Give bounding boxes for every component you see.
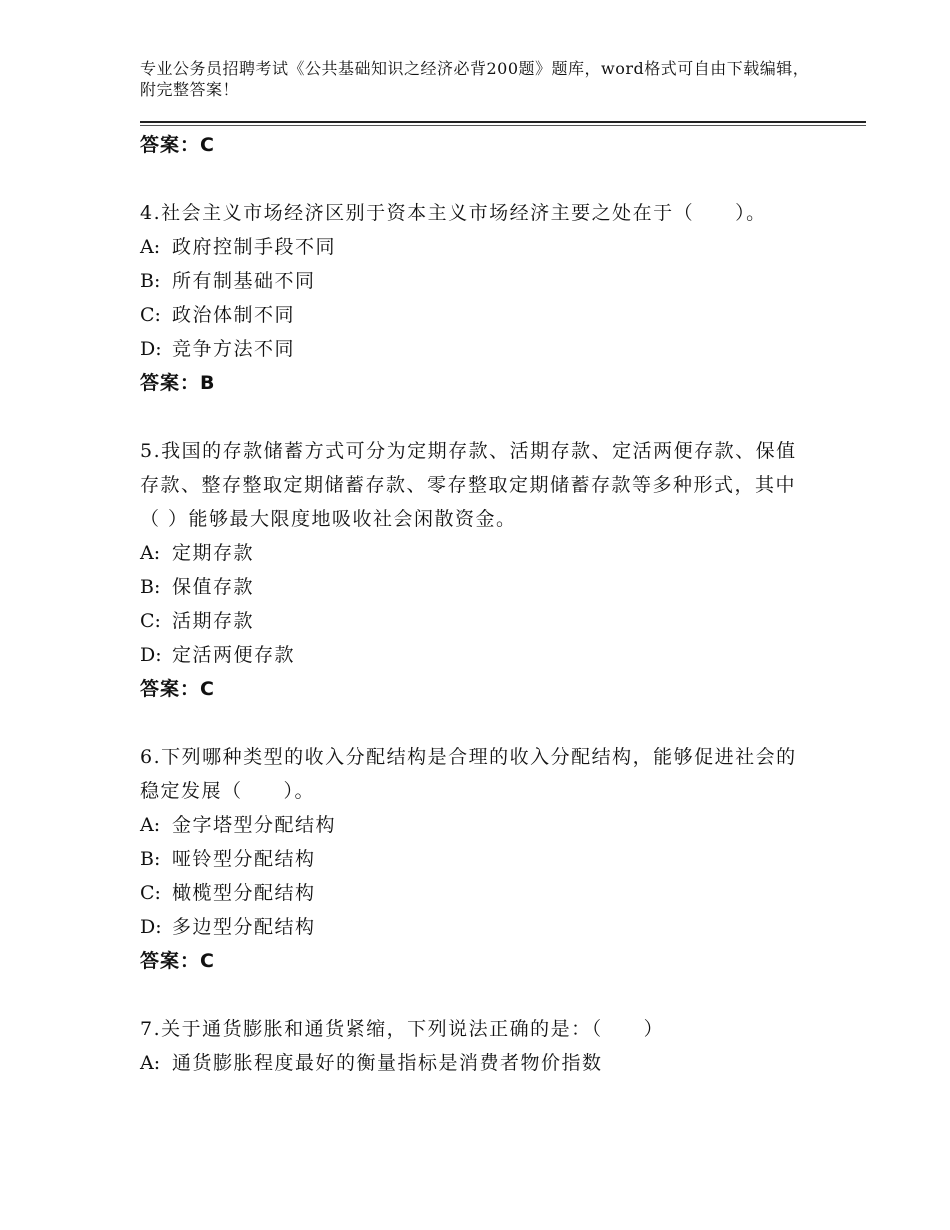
option-a bbox=[140, 808, 810, 842]
option-text: 竞争方法不同 bbox=[172, 338, 296, 360]
option-letter: C: bbox=[140, 610, 161, 632]
option-letter: D: bbox=[140, 644, 162, 666]
question-5 bbox=[140, 434, 810, 706]
question-text: 4.社会主义市场经济区别于资本主义市场经济主要之处在于（ ）。 bbox=[140, 202, 767, 224]
question-text: 7.关于通货膨胀和通货紧缩，下列说法正确的是：（ ） bbox=[140, 1018, 665, 1040]
option-text: 政府控制手段不同 bbox=[172, 236, 337, 258]
answer-line bbox=[140, 944, 810, 978]
option-letter: D: bbox=[140, 916, 162, 938]
option-letter: A: bbox=[140, 542, 161, 564]
question-6 bbox=[140, 740, 810, 978]
option-text: 金字塔型分配结构 bbox=[172, 814, 337, 836]
option-text: 所有制基础不同 bbox=[172, 270, 316, 292]
header-rule-thick bbox=[140, 121, 866, 123]
answer-value: B bbox=[200, 372, 215, 394]
option-c bbox=[140, 298, 810, 332]
answer-line bbox=[140, 366, 810, 400]
answer-value: C bbox=[200, 950, 214, 972]
option-letter: A: bbox=[140, 1052, 161, 1074]
option-d bbox=[140, 638, 810, 672]
answer-value: C bbox=[200, 678, 214, 700]
option-c bbox=[140, 876, 810, 910]
question-text: 6.下列哪种类型的收入分配结构是合理的收入分配结构，能够促进社会的稳定发展（ ）。 bbox=[140, 746, 797, 802]
question-4 bbox=[140, 196, 810, 400]
question-7 bbox=[140, 1012, 810, 1080]
option-text: 橄榄型分配结构 bbox=[172, 882, 316, 904]
option-a bbox=[140, 1046, 810, 1080]
option-letter: B: bbox=[140, 270, 161, 292]
answer-label: 答案： bbox=[140, 950, 201, 972]
answer-line bbox=[140, 128, 810, 162]
option-letter: B: bbox=[140, 848, 161, 870]
option-a bbox=[140, 536, 810, 570]
question-list bbox=[140, 128, 810, 1080]
answer-line bbox=[140, 672, 810, 706]
question-text: 5.我国的存款储蓄方式可分为定期存款、活期存款、定活两便存款、保值存款、整存整取定期储蓄存款、零存整取定期储蓄存款等多种形式，其中（ ）能够最大限度地吸收社会闲散资金。 bbox=[140, 440, 797, 530]
option-letter: D: bbox=[140, 338, 162, 360]
option-a bbox=[140, 230, 810, 264]
option-text: 活期存款 bbox=[172, 610, 255, 632]
answer-label: 答案： bbox=[140, 372, 201, 394]
option-letter: C: bbox=[140, 882, 161, 904]
option-b bbox=[140, 842, 810, 876]
option-text: 政治体制不同 bbox=[172, 304, 296, 326]
answer-value: C bbox=[200, 134, 214, 156]
option-d bbox=[140, 332, 810, 366]
option-b bbox=[140, 570, 810, 604]
document-header: 专业公务员招聘考试《公共基础知识之经济必背200题》题库，word格式可自由下载编辑，附完整答案！ bbox=[140, 59, 810, 99]
option-text: 保值存款 bbox=[172, 576, 255, 598]
option-b bbox=[140, 264, 810, 298]
option-c bbox=[140, 604, 810, 638]
header-rule-thin bbox=[140, 125, 866, 126]
option-text: 哑铃型分配结构 bbox=[172, 848, 316, 870]
option-letter: C: bbox=[140, 304, 161, 326]
option-letter: A: bbox=[140, 236, 161, 258]
option-text: 通货膨胀程度最好的衡量指标是消费者物价指数 bbox=[172, 1052, 603, 1074]
option-text: 定活两便存款 bbox=[172, 644, 296, 666]
option-letter: B: bbox=[140, 576, 161, 598]
answer-label: 答案： bbox=[140, 134, 201, 156]
option-letter: A: bbox=[140, 814, 161, 836]
answer-label: 答案： bbox=[140, 678, 201, 700]
option-text: 定期存款 bbox=[172, 542, 255, 564]
option-d bbox=[140, 910, 810, 944]
option-text: 多边型分配结构 bbox=[172, 916, 316, 938]
